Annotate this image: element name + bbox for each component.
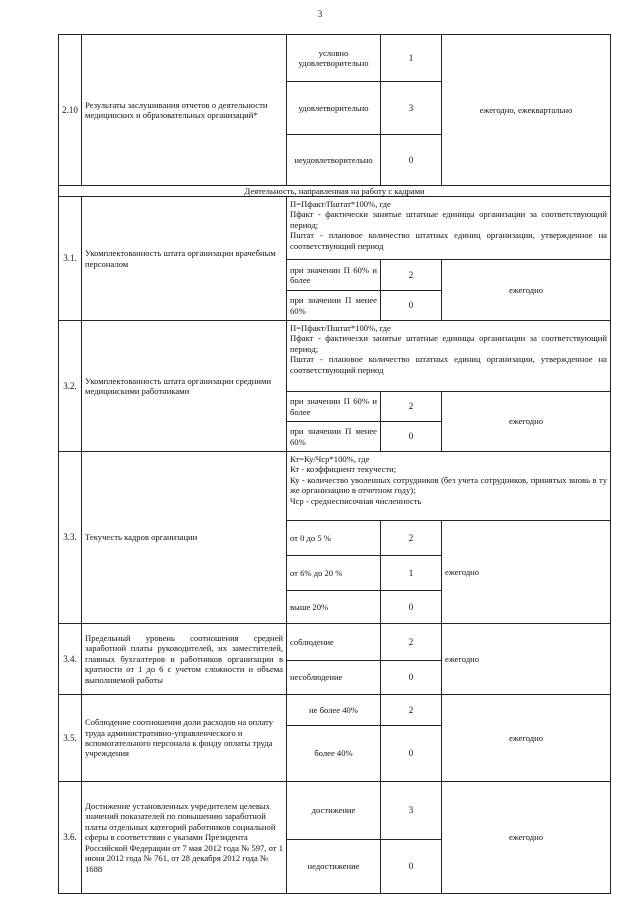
option-label-3-1-1: при значении П 60% и более	[286, 259, 381, 291]
option-label-3-3-1: от 0 до 5 %	[286, 520, 381, 556]
period-3-1: ежегодно	[441, 259, 611, 321]
section-header: Деятельность, направленная на работу с кадрами	[58, 185, 611, 197]
option-label-2-10-3: неудовлетворительно	[286, 134, 381, 186]
option-label-3-3-2: от 6% до 20 %	[286, 555, 381, 591]
option-score-2-10-1: 1	[380, 34, 442, 82]
option-score-3-1-1: 2	[380, 259, 442, 291]
option-label-3-4-1: соблюдение	[286, 623, 381, 661]
criterion-title-3-6: Достижение установленных учредителем целевых значений показателей по повышению заработной платы отдельных категорий работников социальной сферы в соответствии с указами Президента Российской Федерации от 7 мая 2012 года № 597, от 1 июня 2012 года № 761, от 28 декабря 2012 года № 1688	[81, 781, 287, 894]
criterion-title-3-4: Предельный уровень соотношения средней заработной платы руководителей, их заместителей, главных бухгалтеров и работников организации в кратности от 1 до 6 с учетом сложности и объема выполняемой работы	[81, 623, 287, 695]
option-score-2-10-2: 3	[380, 81, 442, 135]
option-score-3-5-1: 2	[380, 694, 442, 726]
formula-line: Пштат - плановое количество штатных единиц организации, утвержденное на соответствующий период	[290, 354, 607, 375]
row-number-2-10: 2.10	[58, 34, 82, 186]
period-3-3: ежегодно	[441, 520, 611, 624]
row-number-3-3: 3.3.	[58, 451, 82, 624]
option-score-3-4-1: 2	[380, 623, 442, 661]
option-score-3-5-2: 0	[380, 725, 442, 782]
formula-line: Кт=Ку/Чср*100%, где	[290, 454, 370, 464]
row-number-3-1: 3.1.	[58, 196, 82, 321]
option-score-3-4-2: 0	[380, 660, 442, 695]
page-number: 3	[317, 9, 323, 19]
option-label-3-6-1: достижение	[286, 781, 381, 840]
row-number-3-4: 3.4.	[58, 623, 82, 695]
option-label-3-3-3: выше 20%	[286, 590, 381, 624]
formula-line: Кт - коэффициент текучести;	[290, 464, 397, 475]
criteria-table	[58, 34, 611, 894]
row-number-3-5: 3.5.	[58, 694, 82, 782]
option-label-2-10-2: удовлетворительно	[286, 81, 381, 135]
formula-3-2	[286, 320, 611, 392]
criterion-title-2-10: Результаты заслушивания отчетов о деятельности медицинских и образовательных организаций*	[81, 34, 287, 186]
criterion-title-3-3: Текучесть кадров организации	[81, 451, 287, 624]
formula-line: П=Пфакт/Пштат*100%, где	[290, 323, 391, 333]
option-label-3-6-2: недостижение	[286, 839, 381, 894]
option-label-3-4-2: несоблюдение	[286, 660, 381, 695]
option-label-3-5-2: более 40%	[286, 725, 381, 782]
option-score-3-3-2: 1	[380, 555, 442, 591]
formula-line: Ку - количество уволенных сотрудников (без учета сотрудников, принятых вновь в ту же организацию в отчетном году);	[290, 474, 607, 496]
option-label-3-1-2: при значении П менее 60%	[286, 290, 381, 321]
option-label-3-2-2: при значении П менее 60%	[286, 421, 381, 452]
period-3-5: ежегодно	[441, 694, 611, 782]
option-score-2-10-3: 0	[380, 134, 442, 186]
formula-line: Пштат - плановое количество штатных единиц организации, утвержденное на соответствующий период	[290, 230, 607, 251]
formula-line: П=Пфакт/Пштат*100%, где	[290, 199, 391, 209]
period-3-4: ежегодно	[441, 623, 611, 695]
formula-3-1	[286, 196, 611, 260]
option-label-2-10-1: условно удовлетворительно	[286, 34, 381, 82]
formula-3-3	[286, 451, 611, 521]
option-score-3-6-1: 3	[380, 781, 442, 840]
formula-line: Пфакт - фактически занятые штатные единицы организации за соответствующий период;	[290, 333, 607, 354]
option-label-3-2-1: при значении П 60% и более	[286, 391, 381, 422]
option-label-3-5-1: не более 40%	[286, 694, 381, 726]
period-2-10: ежегодно, ежеквартально	[441, 34, 611, 186]
option-score-3-2-1: 2	[380, 391, 442, 422]
option-score-3-6-2: 0	[380, 839, 442, 894]
row-number-3-2: 3.2.	[58, 320, 82, 452]
option-score-3-3-1: 2	[380, 520, 442, 556]
formula-line: Чср - среднесписочная численность	[290, 495, 422, 506]
period-3-6: ежегодно	[441, 781, 611, 894]
criterion-title-3-2: Укомплектованность штата организации средними медицинскими работниками	[81, 320, 287, 452]
criterion-title-3-1: Укомплектованность штата организации врачебным персоналом	[81, 196, 287, 321]
period-3-2: ежегодно	[441, 391, 611, 452]
option-score-3-1-2: 0	[380, 290, 442, 321]
row-number-3-6: 3.6.	[58, 781, 82, 894]
option-score-3-2-2: 0	[380, 421, 442, 452]
formula-line: Пфакт - фактически занятые штатные единицы организации за соответствующий период;	[290, 209, 607, 230]
criterion-title-3-5: Соблюдение соотношения доли расходов на оплату труда административно-управленческого и вспомогательного персонала к фонду оплаты труда учреждения	[81, 694, 287, 782]
option-score-3-3-3: 0	[380, 590, 442, 624]
